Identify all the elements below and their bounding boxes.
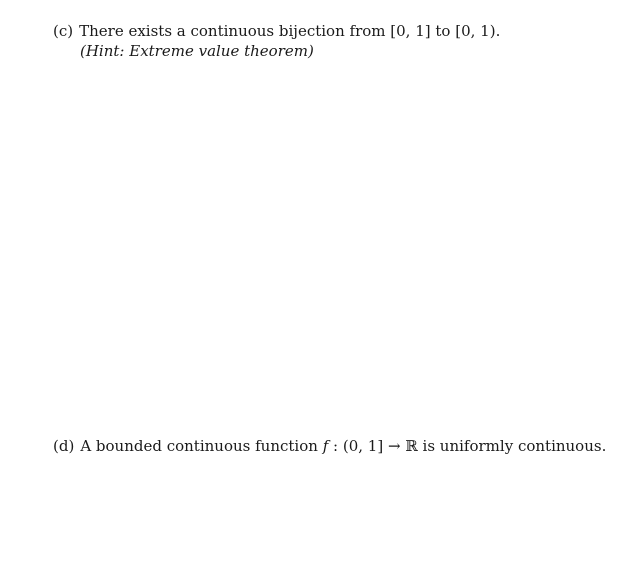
- problem-label: (c): [53, 22, 74, 40]
- problem-c: [53, 21, 500, 61]
- problem-text: .: [495, 22, 501, 40]
- problem-text: There exists a continuous bijection from: [79, 22, 386, 40]
- math-mapping: : (0, 1] → ℝ: [333, 437, 418, 455]
- problem-text: to: [435, 22, 451, 40]
- math-interval: [0, 1]: [390, 22, 431, 40]
- math-interval: [0, 1): [455, 22, 496, 40]
- math-variable: f: [322, 437, 329, 455]
- hint-text: (Hint: Extreme value theorem): [80, 42, 314, 60]
- problem-label: (d): [53, 437, 75, 455]
- problem-text: is uniformly continuous.: [422, 437, 607, 455]
- problem-d: [53, 436, 606, 456]
- problem-text: A bounded continuous function: [80, 437, 318, 455]
